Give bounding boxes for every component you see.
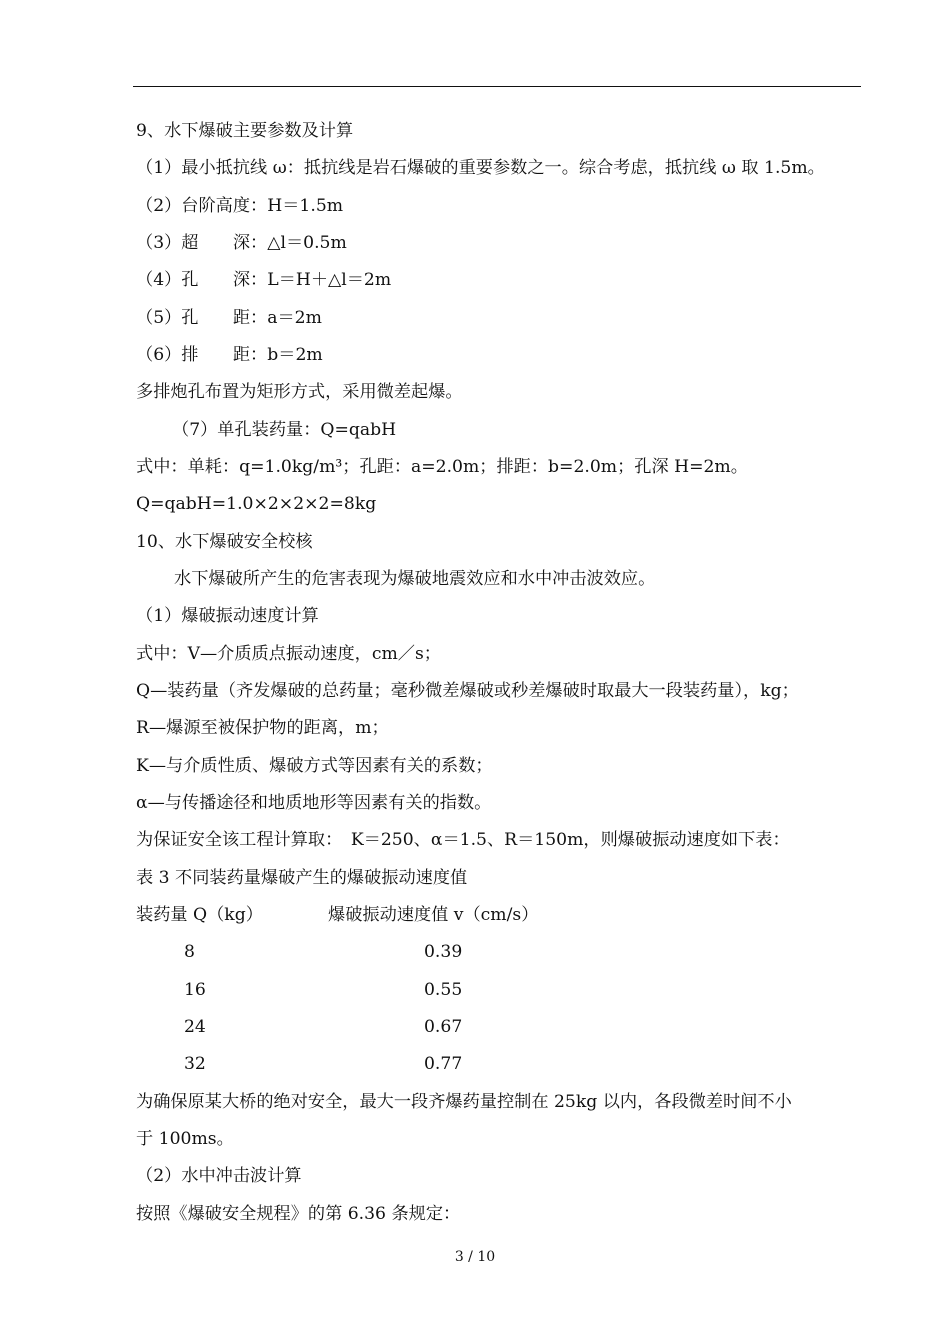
section-9-heading: 9、水下爆破主要参数及计算	[136, 121, 354, 141]
table-cell-charge: 16	[184, 980, 206, 1000]
section-10-heading: 10、水下爆破安全校核	[136, 532, 313, 552]
page-number: 3 / 10	[454, 1249, 496, 1265]
layout-note: 多排炮孔布置为矩形方式，采用微差起爆。	[136, 382, 463, 402]
def-r: R—爆源至被保护物的距离，m；	[136, 718, 389, 738]
calc-params: 为保证安全该工程计算取： K＝250、α＝1.5、R＝150m，则爆破振动速度如下表：	[136, 830, 790, 850]
header-rule	[133, 86, 861, 87]
def-v: 式中：V—介质质点振动速度，cm／s；	[136, 644, 441, 664]
safety-limit-line1: 为确保原某大桥的绝对安全，最大一段齐爆药量控制在 25kg 以内，各段微差时间不小	[136, 1092, 792, 1112]
hazard-intro: 水下爆破所产生的危害表现为爆破地震效应和水中冲击波效应。	[174, 569, 656, 589]
table-cell-charge: 8	[184, 942, 195, 962]
def-q: Q—装药量（齐发爆破的总药量；毫秒微差爆破或秒差爆破时取最大一段装药量），kg；	[136, 681, 799, 701]
param-row-spacing: （6）排 距：b＝2m	[136, 345, 323, 365]
charge-where: 式中：单耗：q=1.0kg/m³；孔距：a=2.0m；排距：b=2.0m；孔深 H=2m。	[136, 457, 748, 477]
safety-limit-line2: 于 100ms。	[136, 1129, 234, 1149]
table-cell-charge: 32	[184, 1054, 206, 1074]
param-hole-depth: （4）孔 深：L＝H＋△l＝2m	[136, 270, 392, 290]
charge-result: Q=qabH=1.0×2×2×2=8kg	[136, 494, 377, 514]
def-alpha: α—与传播途径和地质地形等因素有关的指数。	[136, 793, 492, 813]
table-cell-velocity: 0.67	[424, 1017, 463, 1037]
def-k: K—与介质性质、爆破方式等因素有关的系数；	[136, 756, 493, 776]
param-bench-height: （2）台阶高度：H＝1.5m	[136, 196, 344, 216]
param-burden: （1）最小抵抗线 ω：抵抗线是岩石爆破的重要参数之一。综合考虑，抵抗线 ω 取 1.5m。	[136, 158, 825, 178]
table-cell-velocity: 0.77	[424, 1054, 463, 1074]
table-cell-velocity: 0.55	[424, 980, 463, 1000]
shockwave-heading: （2）水中冲击波计算	[136, 1166, 302, 1186]
param-charge: （7）单孔装药量：Q=qabH	[172, 420, 397, 440]
param-hole-spacing: （5）孔 距：a＝2m	[136, 308, 322, 328]
param-subdrill: （3）超 深：△l＝0.5m	[136, 233, 347, 253]
table-cell-velocity: 0.39	[424, 942, 463, 962]
regulation-ref: 按照《爆破安全规程》的第 6.36 条规定：	[136, 1204, 461, 1224]
table-caption: 表 3 不同装药量爆破产生的爆破振动速度值	[136, 868, 468, 888]
table-header-velocity: 爆破振动速度值 v（cm/s）	[328, 905, 539, 925]
table-cell-charge: 24	[184, 1017, 206, 1037]
vibration-heading: （1）爆破振动速度计算	[136, 606, 319, 626]
table-header-charge: 装药量 Q（kg）	[136, 905, 263, 925]
